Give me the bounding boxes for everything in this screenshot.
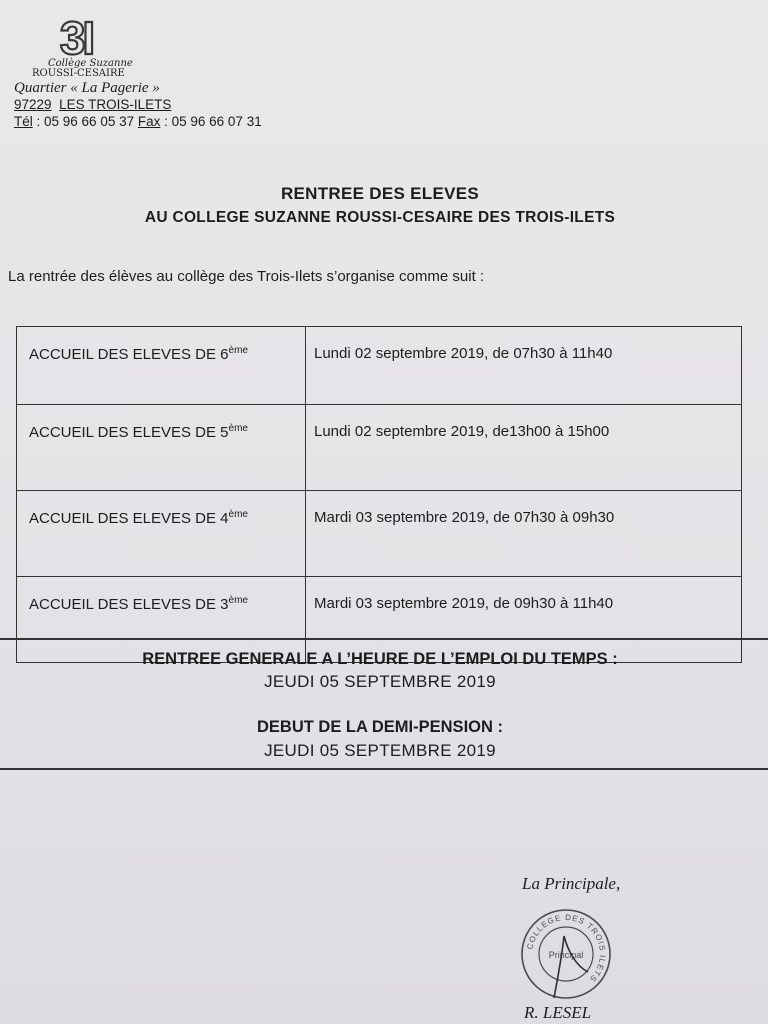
- notice-box: [0, 638, 768, 770]
- level-label: ACCUEIL DES ELEVES DE 6: [29, 346, 229, 363]
- level-label: ACCUEIL DES ELEVES DE 3: [29, 596, 229, 613]
- table-row: [17, 327, 742, 405]
- logo-college-text: Collège Suzanne: [48, 58, 133, 69]
- level-cell: [17, 491, 306, 577]
- time-cell: Mardi 03 septembre 2019, de 09h30 à 11h40: [306, 577, 742, 663]
- level-cell: [17, 405, 306, 491]
- level-suffix: ème: [228, 345, 248, 356]
- intro-text: La rentrée des élèves au collège des Trois-Ilets s’organise comme suit :: [8, 268, 485, 285]
- level-suffix: ème: [228, 509, 248, 520]
- logo-school-name: ROUSSI-CESAIRE: [32, 68, 125, 79]
- level-cell: [17, 327, 306, 405]
- level-label: ACCUEIL DES ELEVES DE 5: [29, 424, 229, 441]
- half-board-label: DEBUT DE LA DEMI-PENSION :: [257, 718, 503, 736]
- general-start-date: JEUDI 05 SEPTEMBRE 2019: [264, 672, 496, 691]
- address-city: [14, 97, 171, 112]
- time-cell: Mardi 03 septembre 2019, de 07h30 à 09h30: [306, 491, 742, 577]
- official-stamp: [518, 906, 614, 1002]
- document-title: RENTREE DES ELEVES: [280, 184, 480, 203]
- level-label: ACCUEIL DES ELEVES DE 4: [29, 510, 229, 527]
- signatory-role: La Principale,: [522, 874, 621, 893]
- city-name: LES TROIS-ILETS: [59, 97, 172, 112]
- tel-label: Tél: [14, 114, 33, 129]
- document-subtitle: AU COLLEGE SUZANNE ROUSSI-CESAIRE DES TROIS-ILETS: [144, 209, 616, 226]
- half-board-date: JEUDI 05 SEPTEMBRE 2019: [264, 741, 496, 760]
- signatory-name: R. LESEL: [524, 1003, 592, 1022]
- school-logo: [46, 10, 106, 62]
- contact-line: [14, 114, 262, 129]
- fax-value: : 05 96 66 07 31: [160, 114, 262, 129]
- fax-label: Fax: [137, 114, 161, 129]
- table-row: [17, 491, 742, 577]
- tel-value: : 05 96 66 05 37: [32, 114, 138, 129]
- logo-mark: 3I: [59, 12, 93, 62]
- stamp-center-text: Principal: [548, 950, 584, 960]
- schedule-table: [16, 326, 742, 663]
- general-start-label: RENTREE GENERALE A L’HEURE DE L’EMPLOI DU TEMPS :: [142, 650, 618, 668]
- stamp-ring-text: COLLEGE DES TROIS ILETS: [525, 912, 608, 984]
- svg-text:COLLEGE DES TROIS ILETS: [525, 913, 607, 984]
- time-cell: Lundi 02 septembre 2019, de13h00 à 15h00: [306, 405, 742, 491]
- address-quartier: Quartier « La Pagerie »: [14, 80, 160, 96]
- time-cell: Lundi 02 septembre 2019, de 07h30 à 11h40: [306, 327, 742, 405]
- table-row: [17, 405, 742, 491]
- level-suffix: ème: [228, 423, 248, 434]
- postcode: 97229: [14, 97, 52, 112]
- level-suffix: ème: [228, 595, 248, 606]
